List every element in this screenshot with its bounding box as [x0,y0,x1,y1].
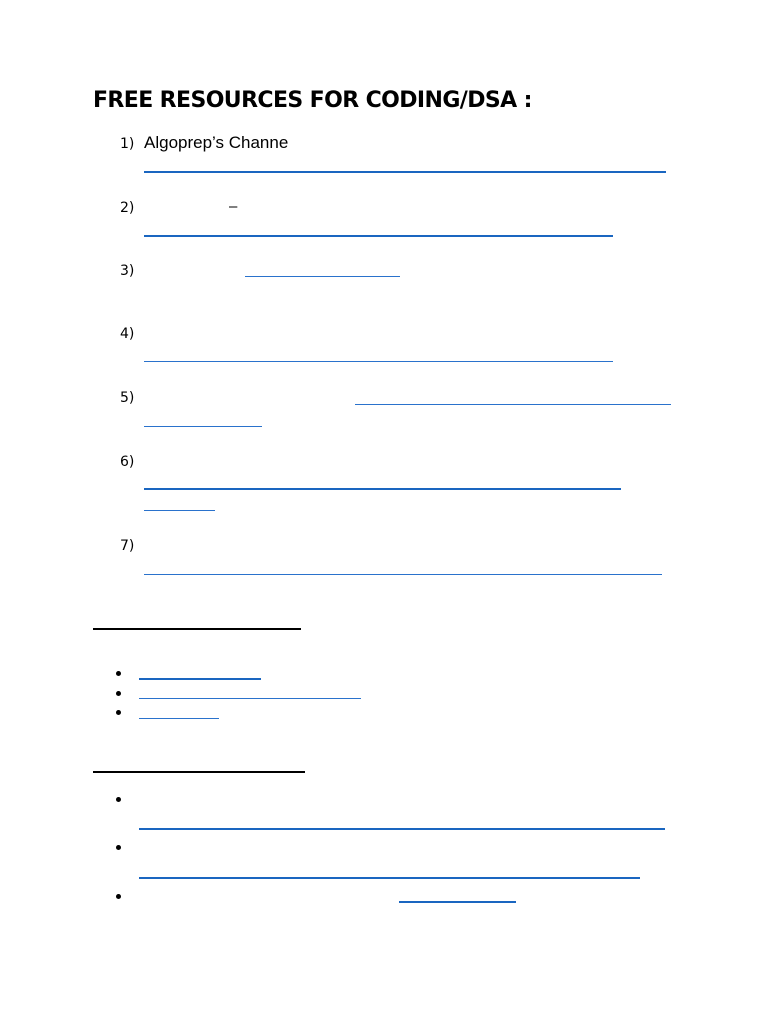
list-item-7-link[interactable] [144,574,662,575]
list-item-5-link-continued[interactable] [144,426,262,427]
list-number-7: 7) [120,538,135,554]
section-heading-1-underline [93,628,301,630]
bullet-link-2[interactable] [139,698,361,699]
list-item-6-link[interactable] [144,488,621,490]
list-item-1-link[interactable] [144,171,666,173]
bullet-marker [116,710,121,715]
list-number-3: 3) [120,263,135,279]
document-title: FREE RESOURCES FOR CODING/DSA : [93,88,532,113]
bullet-marker [116,671,121,676]
list-number-1: 1) [120,136,135,152]
list-number-4: 4) [120,326,135,342]
bullet-marker [116,797,121,802]
list-item-6-link-continued[interactable] [144,510,215,511]
bullet-marker [116,691,121,696]
list-item-1-text: Algoprep’s Channe [144,133,289,152]
list-number-2: 2) [120,200,135,216]
bullet-marker [116,845,121,850]
list-item-4-link[interactable] [144,361,613,362]
list-number-5: 5) [120,390,135,406]
list-item-5-link[interactable] [355,404,671,405]
bullet-link-6[interactable] [399,901,516,903]
bullet-link-4[interactable] [139,828,665,830]
bullet-link-5[interactable] [139,877,640,879]
list-item-2-link[interactable] [144,235,613,237]
bullet-marker [116,894,121,899]
list-item-2-separator: – [229,198,238,215]
section-heading-2-underline [93,771,305,773]
list-number-6: 6) [120,454,135,470]
list-item-3-link[interactable] [245,276,400,277]
bullet-link-3[interactable] [139,718,219,719]
bullet-link-1[interactable] [139,678,261,680]
